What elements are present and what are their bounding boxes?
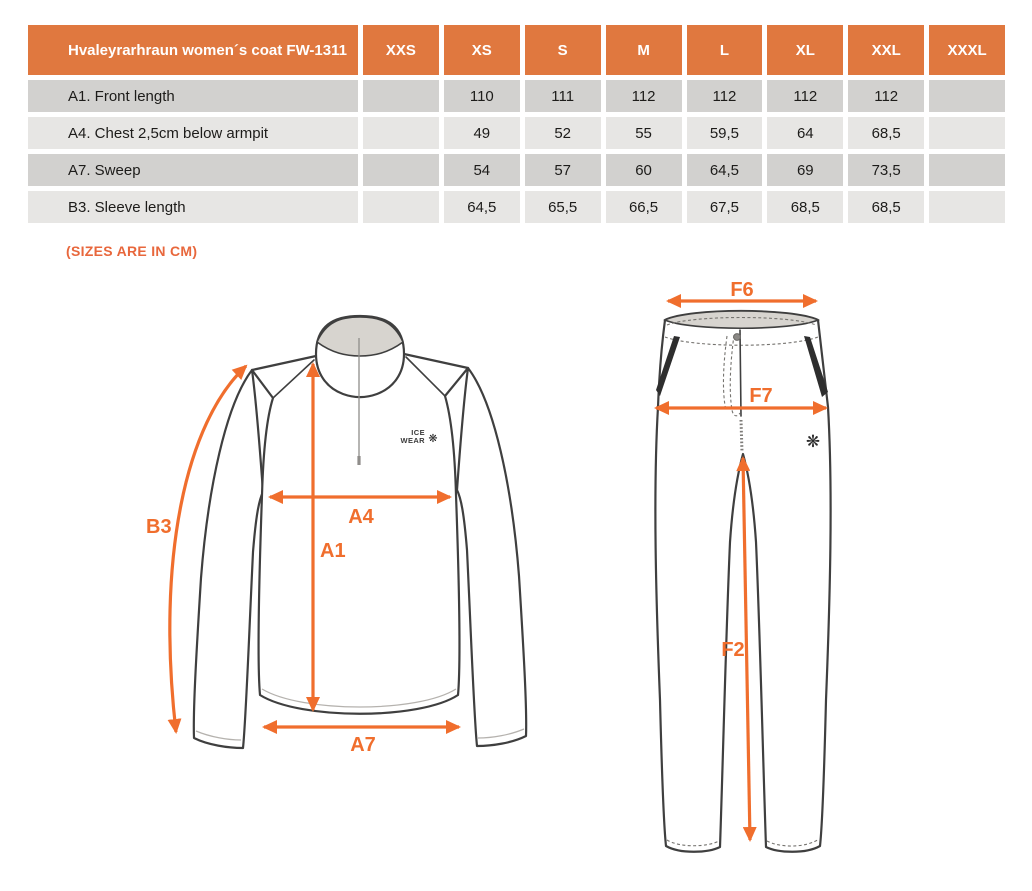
jacket-torso xyxy=(252,354,468,714)
size-header-cell: XL xyxy=(767,25,843,75)
size-value-cell: 73,5 xyxy=(848,154,924,186)
size-value-cell: 54 xyxy=(444,154,520,186)
size-value-cell: 69 xyxy=(767,154,843,186)
size-value-cell: 60 xyxy=(606,154,682,186)
size-value-cell: 55 xyxy=(606,117,682,149)
size-table xyxy=(28,25,1005,223)
table-row xyxy=(28,154,1005,186)
table-header-row xyxy=(28,25,1005,75)
brand-logo-line2: WEAR xyxy=(400,436,425,445)
size-value-cell: 111 xyxy=(525,80,601,112)
table-row xyxy=(28,80,1005,112)
zipper-pull xyxy=(357,456,360,465)
a4-label: A4 xyxy=(348,506,374,528)
pants-diagram xyxy=(620,280,900,880)
size-value-cell xyxy=(363,80,439,112)
size-value-cell: 68,5 xyxy=(848,117,924,149)
measurement-label: A4. Chest 2,5cm below armpit xyxy=(28,117,358,149)
size-value-cell: 66,5 xyxy=(606,191,682,223)
size-value-cell: 64,5 xyxy=(687,154,763,186)
measurement-label: A7. Sweep xyxy=(28,154,358,186)
size-value-cell: 67,5 xyxy=(687,191,763,223)
size-value-cell xyxy=(363,117,439,149)
snowflake-icon: ❋ xyxy=(428,432,438,445)
size-header-cell: S xyxy=(525,25,601,75)
jacket-right-sleeve xyxy=(457,368,526,746)
size-value-cell: 64 xyxy=(767,117,843,149)
size-header-cell: XXL xyxy=(848,25,924,75)
size-value-cell: 68,5 xyxy=(767,191,843,223)
size-header-cell: M xyxy=(606,25,682,75)
size-value-cell: 49 xyxy=(444,117,520,149)
waist-button xyxy=(734,334,741,341)
size-value-cell: 64,5 xyxy=(444,191,520,223)
product-title: Hvaleyrarhraun women´s coat FW-1311 xyxy=(28,25,358,75)
size-value-cell xyxy=(929,117,1005,149)
size-value-cell xyxy=(363,191,439,223)
size-value-cell: 112 xyxy=(606,80,682,112)
size-value-cell xyxy=(929,80,1005,112)
size-value-cell xyxy=(929,191,1005,223)
table-row xyxy=(28,191,1005,223)
snowflake-icon: ❋ xyxy=(805,432,821,452)
waist-inner-gray xyxy=(665,311,818,328)
a1-label: A1 xyxy=(320,540,346,562)
sizes-unit-note: (SIZES ARE IN CM) xyxy=(66,243,198,259)
a7-label: A7 xyxy=(350,734,376,756)
table-row xyxy=(28,117,1005,149)
size-value-cell: 65,5 xyxy=(525,191,601,223)
brand-logo-line1: ICE xyxy=(411,428,425,437)
f7-label: F7 xyxy=(749,385,773,407)
pants-body xyxy=(655,311,830,852)
measurement-label: B3. Sleeve length xyxy=(28,191,358,223)
f6-label: F6 xyxy=(730,280,754,301)
jacket-diagram xyxy=(130,290,560,790)
size-value-cell xyxy=(363,154,439,186)
size-value-cell: 59,5 xyxy=(687,117,763,149)
size-value-cell: 57 xyxy=(525,154,601,186)
size-value-cell: 68,5 xyxy=(848,191,924,223)
size-value-cell: 52 xyxy=(525,117,601,149)
size-header-cell: XS xyxy=(444,25,520,75)
size-value-cell xyxy=(929,154,1005,186)
measurement-label: A1. Front length xyxy=(28,80,358,112)
f2-label: F2 xyxy=(721,639,745,661)
b3-label: B3 xyxy=(146,516,172,538)
size-value-cell: 112 xyxy=(687,80,763,112)
center-front-seam xyxy=(740,330,741,416)
size-value-cell: 112 xyxy=(848,80,924,112)
size-header-cell: XXXL xyxy=(929,25,1005,75)
size-value-cell: 112 xyxy=(767,80,843,112)
size-header-cell: L xyxy=(687,25,763,75)
size-header-cell: XXS xyxy=(363,25,439,75)
size-value-cell: 110 xyxy=(444,80,520,112)
